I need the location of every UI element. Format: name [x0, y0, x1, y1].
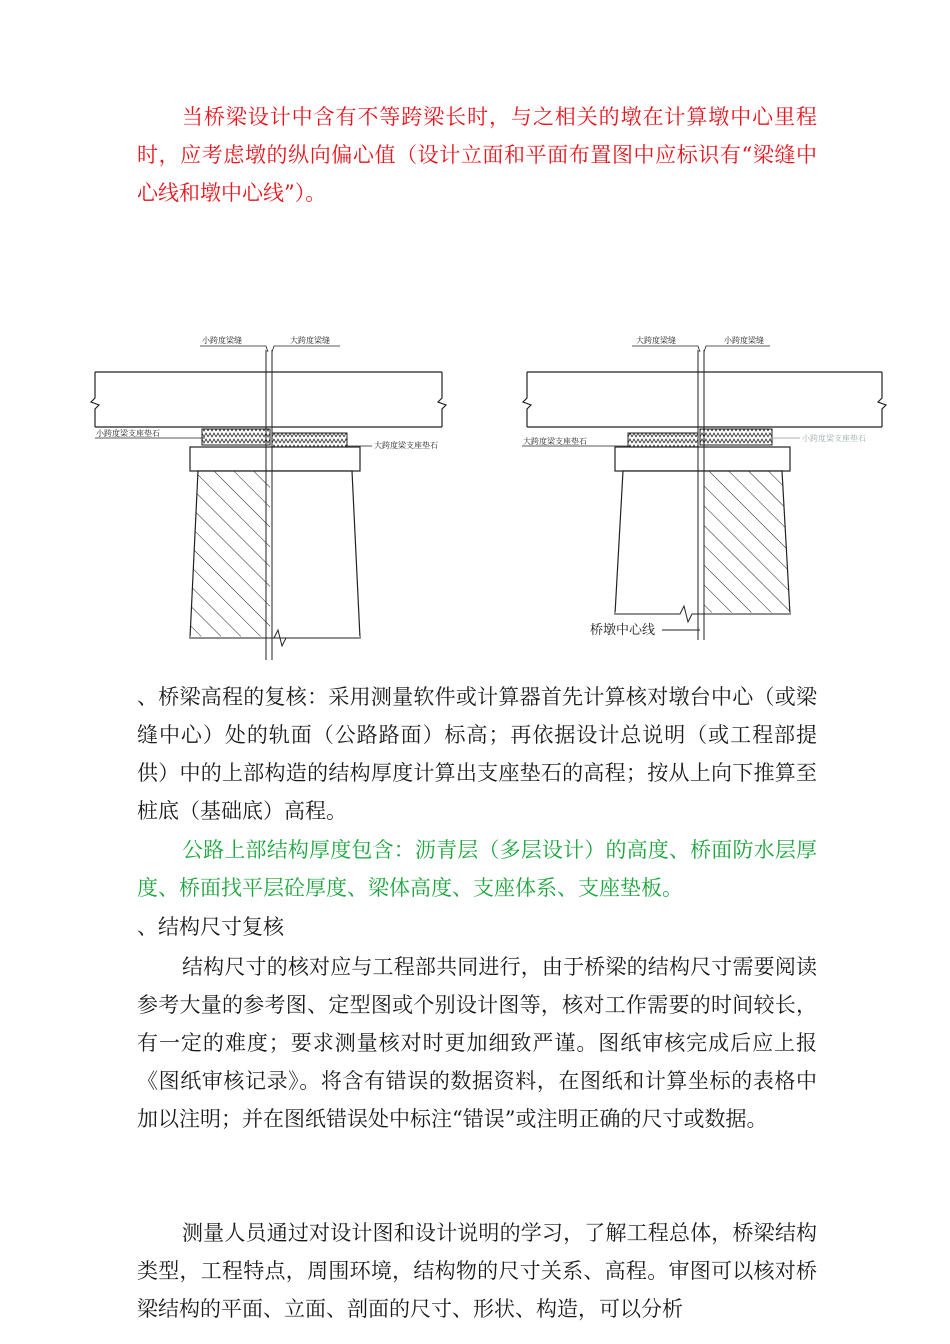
bearing-pad-large [628, 433, 698, 447]
pier-cap [615, 447, 790, 471]
label-small-pad: 小跨度梁支座垫石 [96, 429, 160, 438]
left-pier-figure [91, 335, 446, 660]
bearing-pad-small [700, 429, 772, 445]
label-large-joint: 大跨度梁缝 [290, 336, 330, 345]
heading-structure-dimensions: 、结构尺寸复核 [137, 915, 284, 939]
paragraph-elevation-check: 、桥梁高程的复核：采用测量软件或计算器首先计算核对墩台中心（或梁缝中心）处的轨面（公路路面）标高；再依据设计总说明（或工程部提供）中的上部构造的结构厚度计算出支座垫石的高程；按从上向下推算至桩底（基础底）高程。 [137, 685, 817, 823]
paragraph-dimension-check: 结构尺寸的核对应与工程部共同进行，由于桥梁的结构尺寸需要阅读参考大量的参考图、定型图或个别设计图等，核对工作需要的时间较长，有一定的难度；要求测量核对时更加细致严谨。图纸审核完成后应上报《图纸审核记录》。将含有错误的数据资料，在图纸和计算坐标的表格中加以注明；并在图纸错误处中标注“错误”或注明正确的尺寸或数据。 [137, 955, 817, 1131]
pier-hatch [704, 471, 790, 614]
paragraph-superstructure-thickness: 公路上部结构厚度包含：沥青层（多层设计）的高度、桥面防水层厚度、桥面找平层砼厚度、梁体高度、支座体系、支座垫板。 [137, 838, 817, 900]
bearing-pad-small [202, 429, 270, 445]
right-pier-figure [522, 335, 886, 640]
label-small-joint: 小跨度梁缝 [202, 336, 242, 345]
label-small-pad: 小跨度梁支座垫石 [802, 434, 866, 443]
beam-outline [91, 372, 446, 427]
label-large-joint: 大跨度梁缝 [636, 336, 676, 345]
label-small-joint: 小跨度梁缝 [724, 336, 764, 345]
paragraph-survey-study: 测量人员通过对设计图和设计说明的学习，了解工程总体，桥梁结构类型，工程特点，周围环境，结构物的尺寸关系、高程。审图可以核对桥梁结构的平面、立面、剖面的尺寸、形状、构造，可以分析 [137, 1221, 817, 1321]
paragraph-eccentric-note: 当桥梁设计中含有不等跨梁长时，与之相关的墩在计算墩中心里程时，应考虑墩的纵向偏心值（设计立面和平面布置图中应标识有“梁缝中心线和墩中心线”）。 [137, 105, 817, 205]
pier-cap [190, 447, 360, 471]
label-large-pad: 大跨度梁支座垫石 [523, 437, 587, 446]
label-large-pad: 大跨度梁支座垫石 [374, 441, 438, 450]
label-pier-centerline: 桥墩中心线 [590, 623, 656, 638]
pier-hatch [190, 471, 270, 638]
bearing-pad-large [272, 433, 347, 447]
